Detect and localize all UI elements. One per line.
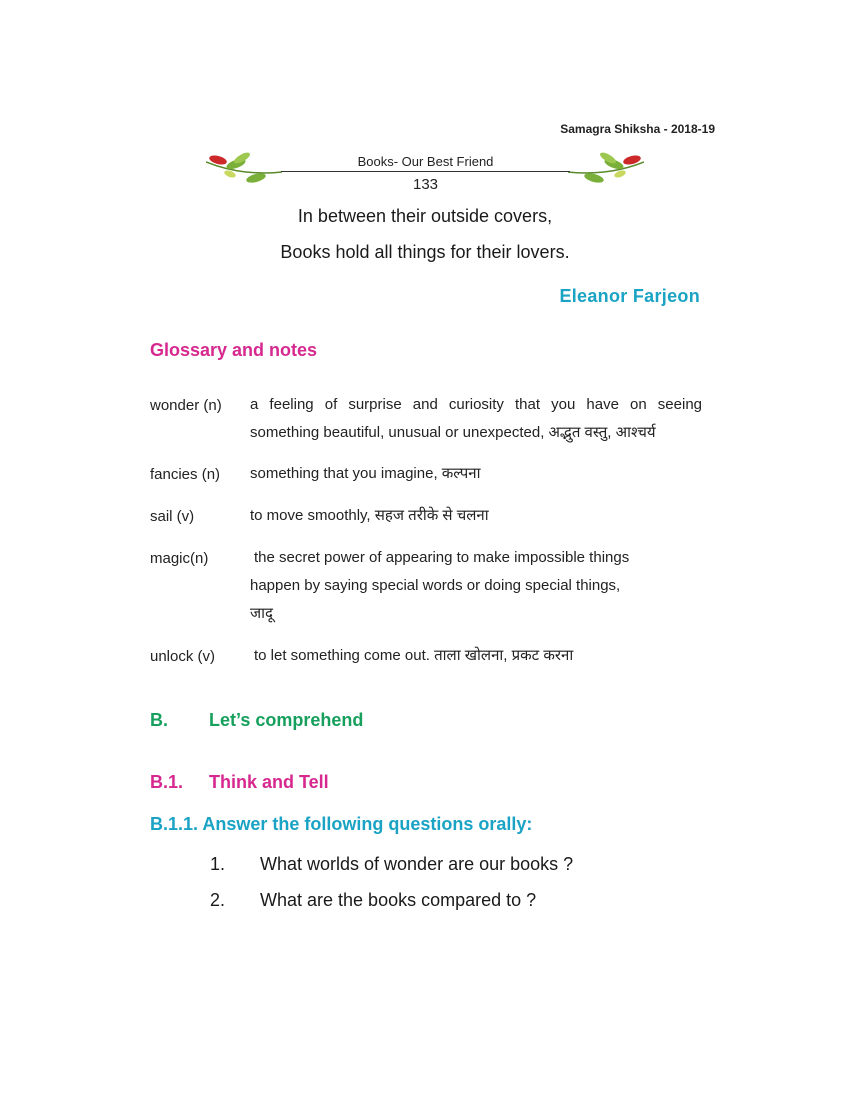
poem-line: Books hold all things for their lovers. bbox=[280, 242, 570, 262]
section-b-number: B. bbox=[150, 710, 168, 730]
glossary-definition-line: happen by saying special words or doing special things, bbox=[250, 577, 621, 594]
glossary-definition-line: something that you imagine, कल्पना bbox=[250, 465, 481, 482]
glossary-term: unlock (v) bbox=[150, 648, 216, 665]
section-b1-title: Think and Tell bbox=[209, 772, 329, 792]
glossary-definition-line: something beautiful, unusual or unexpected, अद्भुत वस्तु, आश्चर्य bbox=[250, 424, 656, 441]
page-number: 133 bbox=[412, 176, 439, 193]
poem-author: Eleanor Farjeon bbox=[559, 286, 700, 306]
question-text: What are the books compared to ? bbox=[260, 890, 537, 910]
series-header: Samagra Shiksha - 2018-19 bbox=[560, 122, 715, 136]
chapter-title: Books- Our Best Friend bbox=[357, 154, 494, 169]
glossary-definition-line: to move smoothly, सहज तरीके से चलना bbox=[250, 507, 489, 524]
glossary-definition-line: a feeling of surprise and curiosity that you have on seeing bbox=[250, 396, 702, 413]
question-number: 2. bbox=[210, 890, 226, 910]
question-number: 1. bbox=[210, 854, 226, 874]
glossary-term: magic(n) bbox=[150, 550, 209, 567]
leaf-ornament-left-icon bbox=[206, 152, 282, 186]
glossary-title: Glossary and notes bbox=[150, 340, 318, 360]
glossary-definition-line: to let something come out. ताला खोलना, प्रकट करना bbox=[254, 647, 574, 664]
header-divider bbox=[281, 171, 570, 172]
glossary-term: fancies (n) bbox=[150, 466, 221, 483]
poem-line: In between their outside covers, bbox=[297, 206, 553, 226]
section-b-title: Let’s comprehend bbox=[209, 710, 364, 730]
glossary-definition-line: the secret power of appearing to make impossible things bbox=[254, 549, 630, 566]
glossary-term: wonder (n) bbox=[150, 397, 222, 414]
leaf-ornament-right-icon bbox=[568, 152, 644, 186]
glossary-term: sail (v) bbox=[150, 508, 195, 525]
glossary-definition-line: जादू bbox=[250, 605, 273, 622]
section-b1-number: B.1. bbox=[150, 772, 184, 792]
section-b11-heading: B.1.1. Answer the following questions orally: bbox=[150, 814, 533, 834]
question-text: What worlds of wonder are our books ? bbox=[260, 854, 574, 874]
